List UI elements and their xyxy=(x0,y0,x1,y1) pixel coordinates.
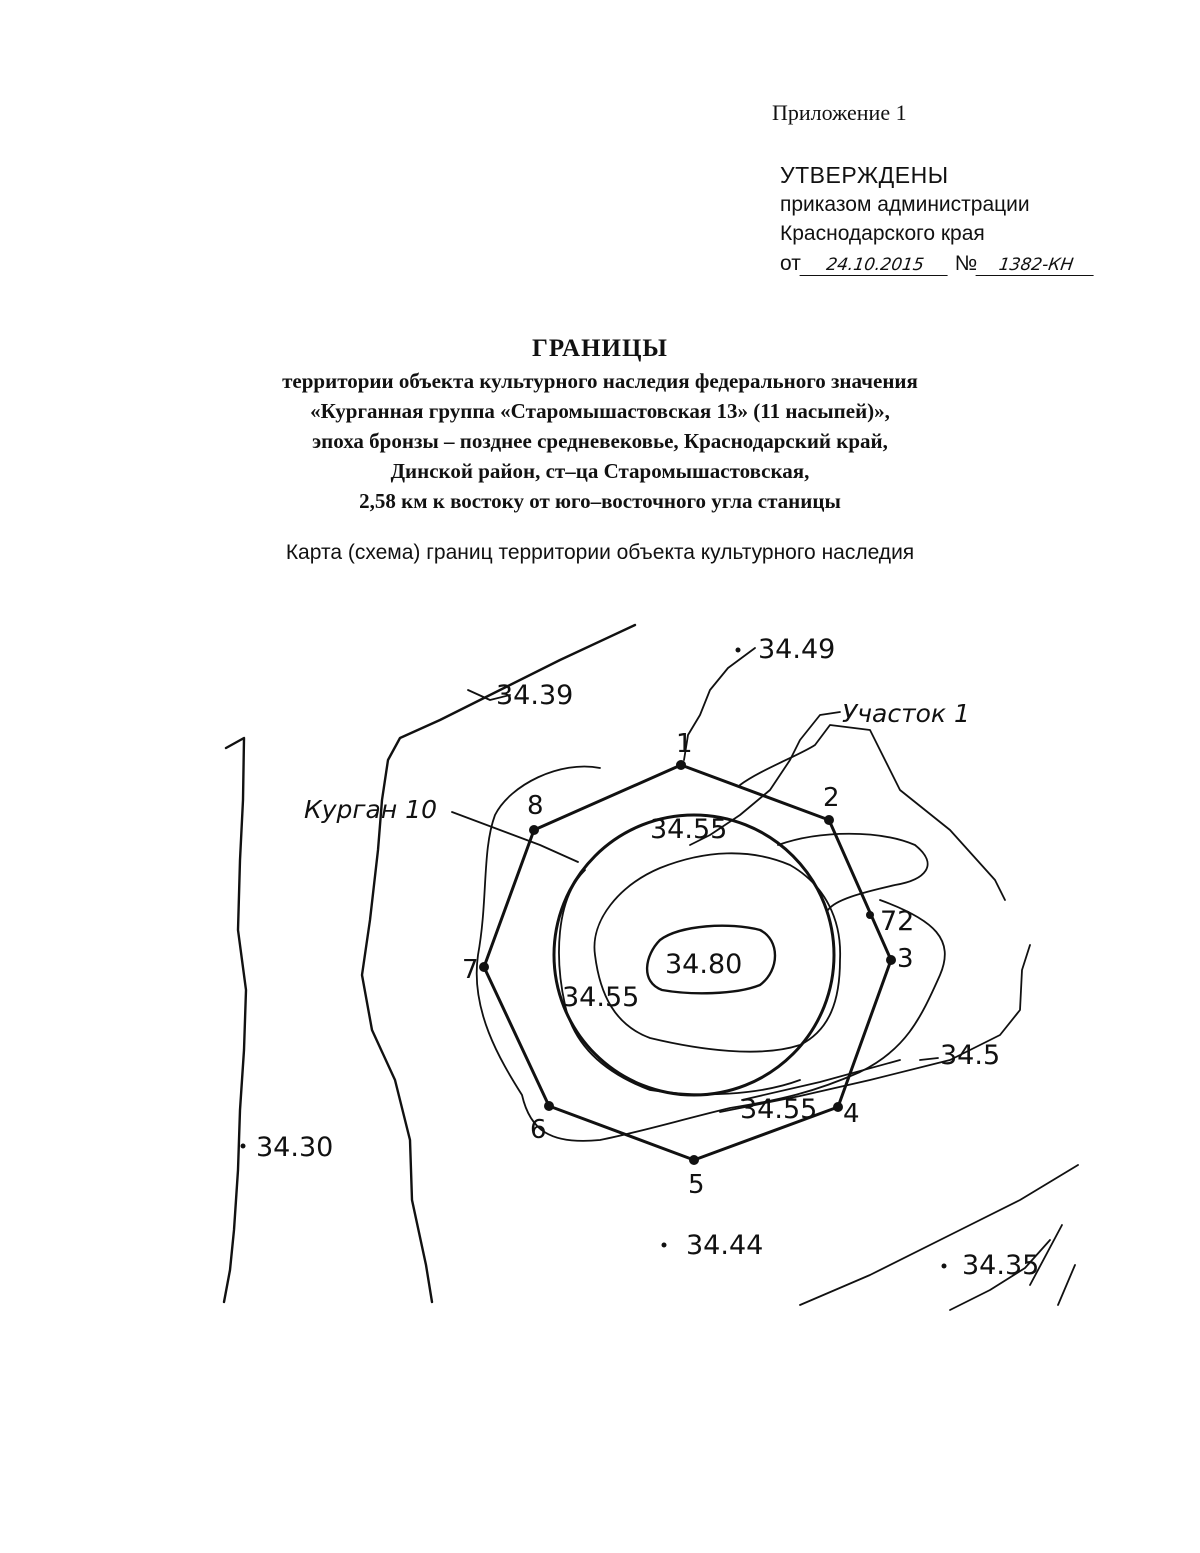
boundary-point-8-label: 8 xyxy=(527,791,544,821)
elevation-34-39: 34.39 xyxy=(496,680,574,711)
appendix-label: Приложение 1 xyxy=(772,100,907,125)
contour-line-left xyxy=(224,738,246,1302)
approved-heading: УТВЕРЖДЕНЫ xyxy=(780,162,949,188)
plot-1-label: Участок 1 xyxy=(842,699,970,728)
elevation-point-3472-marker xyxy=(866,911,874,919)
contour-line-34-39 xyxy=(362,625,635,1302)
elevation-34-35: 34.35 xyxy=(962,1250,1040,1281)
elevation-dot-34-35 xyxy=(942,1264,947,1269)
boundary-point-8-marker xyxy=(529,825,539,835)
leader-34-49 xyxy=(684,648,755,760)
boundary-point-2-marker xyxy=(824,815,834,825)
boundary-point-1-marker xyxy=(676,760,686,770)
contour-line-34-5 xyxy=(720,945,1030,1112)
boundary-point-6-label: 6 xyxy=(530,1115,547,1145)
title-line-2: «Курганная группа «Старомышастовская 13» (11 насыпей)», xyxy=(310,399,890,423)
contour-line-bottom-right xyxy=(800,1165,1078,1305)
elevation-34-44: 34.44 xyxy=(686,1230,764,1261)
order-date: 24.10.2015 xyxy=(799,255,950,276)
boundary-point-1-label: 1 xyxy=(676,729,693,759)
boundary-point-5-marker xyxy=(689,1155,699,1165)
boundary-point-4-label: 4 xyxy=(843,1099,860,1129)
elevation-34-55-left: 34.55 xyxy=(562,982,640,1013)
elevation-dot-34-49 xyxy=(736,648,741,653)
title-line-4: Динской район, ст–ца Старомышастовская, xyxy=(390,459,810,483)
boundary-point-4-marker xyxy=(833,1102,843,1112)
boundary-point-3-marker xyxy=(886,955,896,965)
elevation-34-49: 34.49 xyxy=(758,634,836,665)
elevation-34-5: 34.5 xyxy=(940,1040,1001,1071)
contour-line-bottom-right-4 xyxy=(1058,1265,1075,1305)
elevation-34-55-bottom: 34.55 xyxy=(740,1094,818,1125)
order-number: 1382-КН xyxy=(976,255,1097,276)
elevation-dot-34-44 xyxy=(662,1243,667,1248)
contour-line-plot-upper xyxy=(740,725,1005,900)
boundary-point-7-label: 7 xyxy=(462,955,479,985)
title-line-1: территории объекта культурного наследия федерального значения xyxy=(282,369,918,393)
map-caption: Карта (схема) границ территории объекта культурного наследия xyxy=(285,541,915,564)
title-line-3: эпоха бронзы – позднее средневековье, Краснодарский край, xyxy=(312,429,888,453)
mound-10-label: Курган 10 xyxy=(304,795,437,824)
approved-by-line-1: приказом администрации xyxy=(780,193,1030,216)
boundary-point-5-label: 5 xyxy=(688,1170,705,1200)
boundary-point-7-marker xyxy=(479,962,489,972)
elevation-34-55-top: 34.55 xyxy=(650,814,728,845)
elevation-dot-34-30 xyxy=(241,1144,246,1149)
title-line-5: 2,58 км к востоку от юго–восточного угла станицы xyxy=(359,489,841,513)
document-title: ГРАНИЦЫ xyxy=(532,335,668,362)
order-prefix: от xyxy=(780,252,801,275)
elevation-34-30: 34.30 xyxy=(256,1132,334,1163)
approved-by-line-2: Краснодарского края xyxy=(780,222,985,245)
leader-34-5 xyxy=(920,1058,938,1060)
boundary-point-6-marker xyxy=(544,1101,554,1111)
elevation-34-80: 34.80 xyxy=(665,949,743,980)
boundary-point-2-label: 2 xyxy=(823,783,840,813)
boundary-point-3-label: 3 xyxy=(897,944,914,974)
elevation-72: 72 xyxy=(880,906,915,937)
order-number-sign: № xyxy=(954,252,978,275)
